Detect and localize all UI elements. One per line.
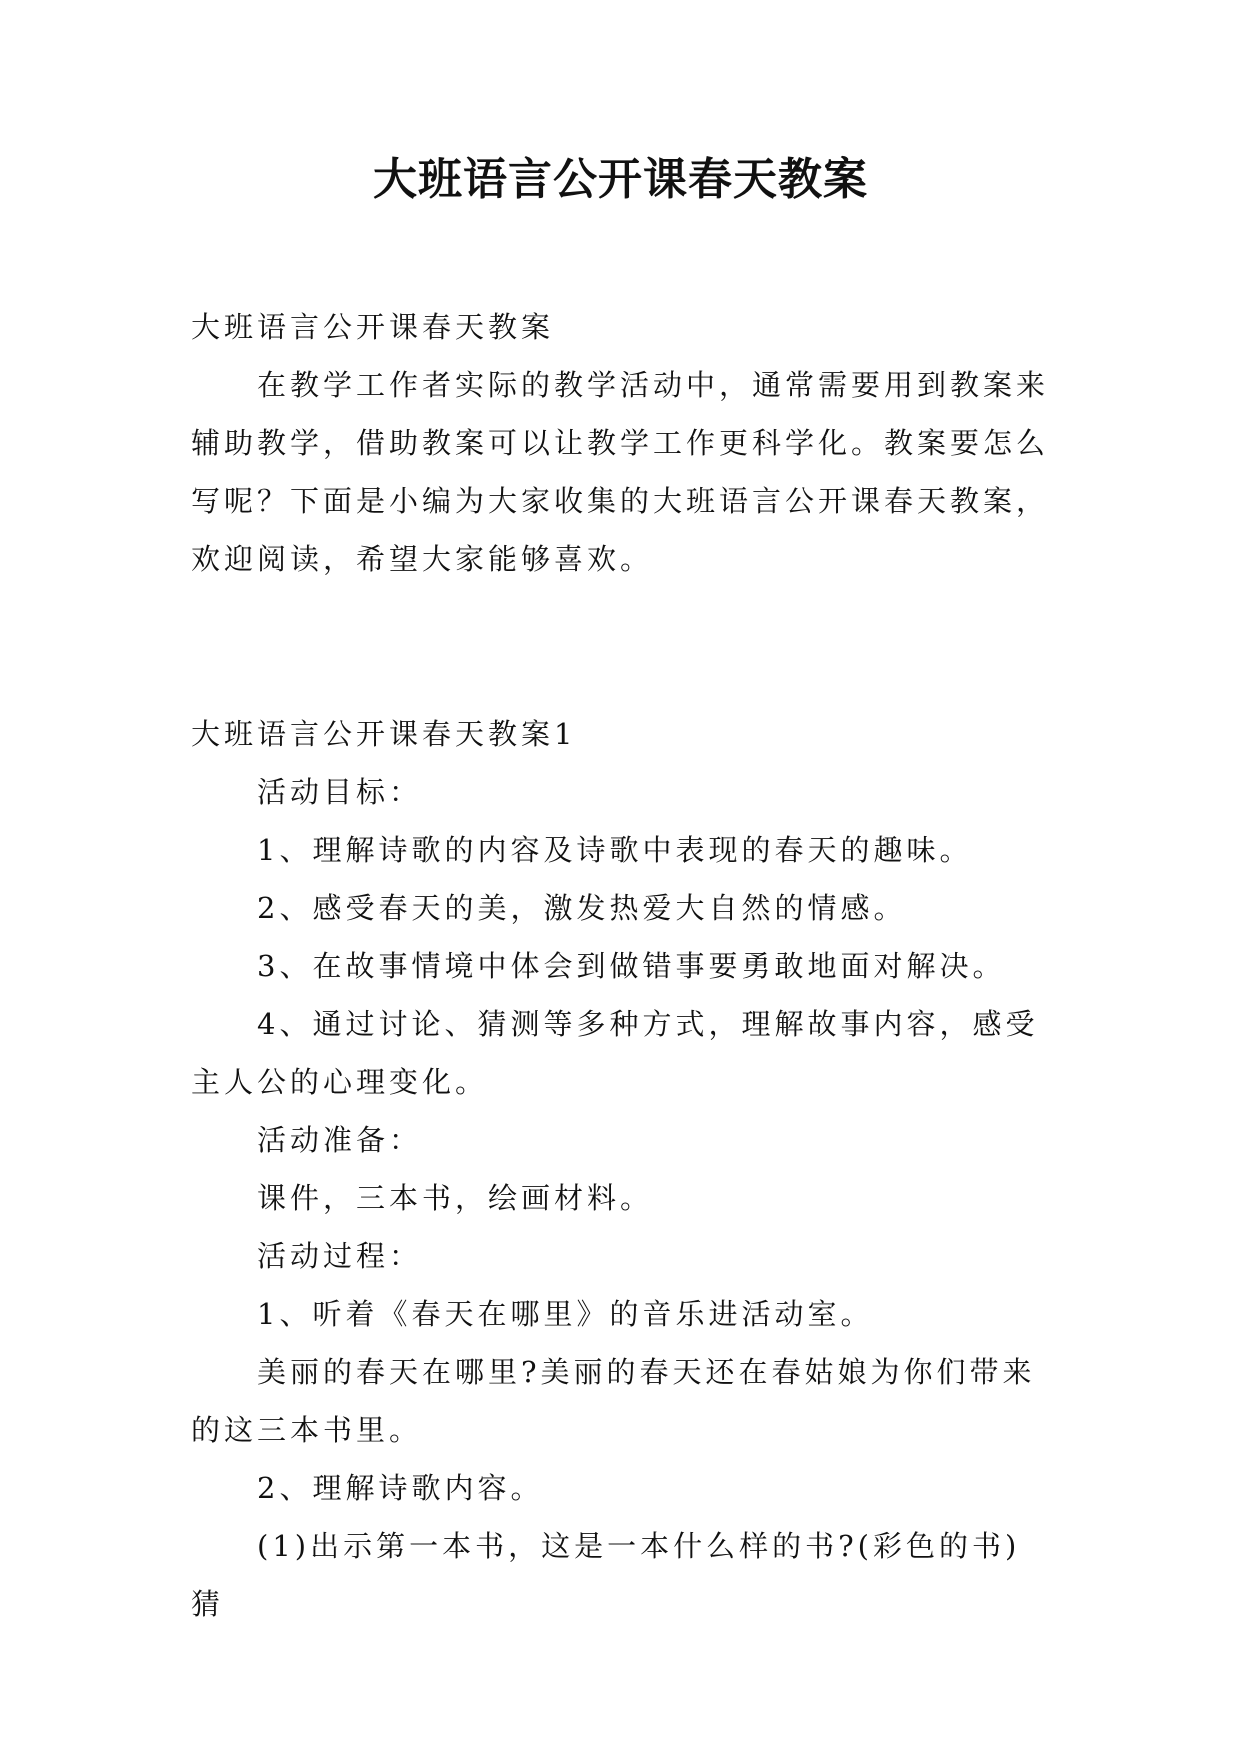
process-item: 2、理解诗歌内容。	[257, 1471, 544, 1505]
process-item: 1、听着《春天在哪里》的音乐进活动室。	[257, 1297, 874, 1331]
intro-section	[191, 298, 1053, 588]
goal-item: 3、在故事情境中体会到做错事要勇敢地面对解决。	[257, 949, 1006, 983]
intro-heading: 大班语言公开课春天教案	[191, 310, 555, 344]
prep-text: 课件，三本书，绘画材料。	[257, 1181, 654, 1215]
section-1	[191, 705, 1053, 1633]
process-item: 美丽的春天在哪里?美丽的春天还在春姑娘为你们带来的这三本书里。	[191, 1355, 1036, 1447]
goal-item: 4、通过讨论、猜测等多种方式，理解故事内容，感受主人公的心理变化。	[191, 1007, 1039, 1099]
process-label: 活动过程：	[257, 1239, 423, 1273]
goal-item: 1、理解诗歌的内容及诗歌中表现的春天的趣味。	[257, 833, 973, 867]
process-item: (1)出示第一本书，这是一本什么样的书?(彩色的书)猜	[191, 1529, 1021, 1621]
goals-label: 活动目标：	[257, 775, 423, 809]
section-heading: 大班语言公开课春天教案1	[191, 717, 577, 751]
intro-paragraph: 在教学工作者实际的教学活动中，通常需要用到教案来辅助教学，借助教案可以让教学工作更科学化。教案要怎么写呢？下面是小编为大家收集的大班语言公开课春天教案，欢迎阅读，希望大家能够喜欢。	[191, 368, 1050, 576]
document-title: 大班语言公开课春天教案	[373, 154, 868, 205]
prep-label: 活动准备：	[257, 1123, 423, 1157]
goal-item: 2、感受春天的美，激发热爱大自然的情感。	[257, 891, 907, 925]
